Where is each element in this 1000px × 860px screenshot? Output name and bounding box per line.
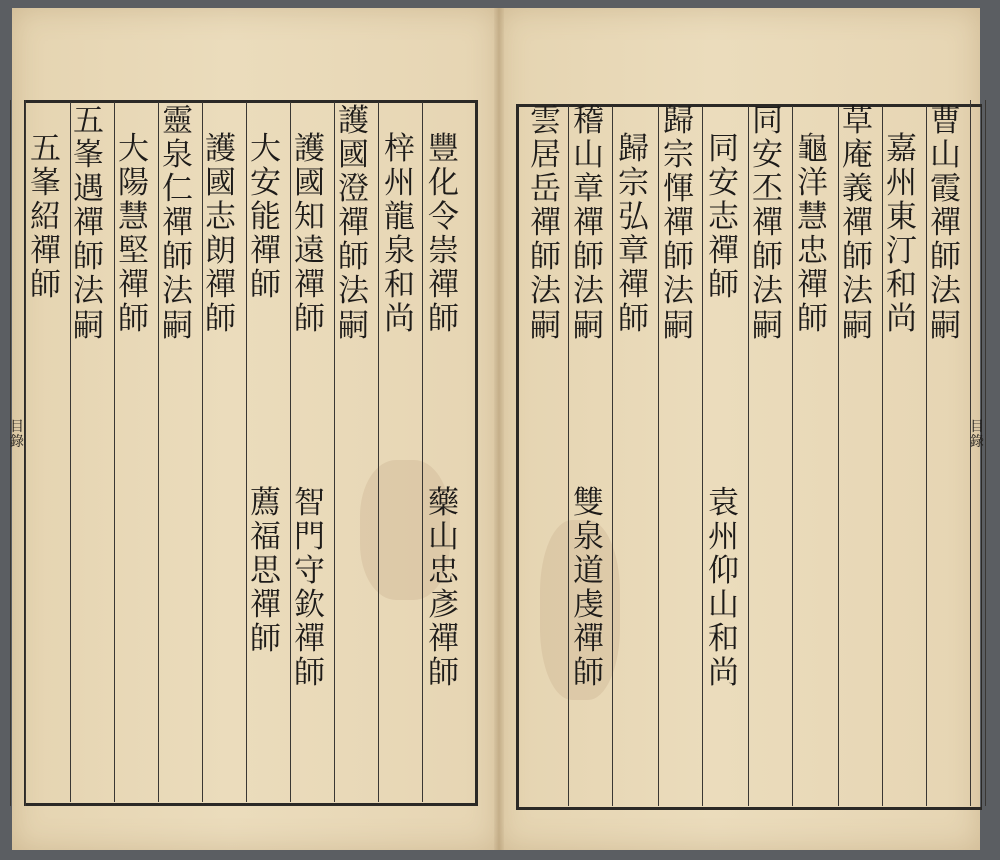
glyph: 法 (73, 273, 104, 310)
glyph: 知 (294, 199, 325, 236)
glyph: 泉 (384, 233, 415, 270)
glyph: 嗣 (530, 307, 561, 344)
glyph: 豐 (428, 131, 459, 167)
glyph: 禪 (428, 621, 459, 658)
glyph: 禪 (752, 205, 783, 242)
glyph: 和 (384, 267, 415, 304)
glyph: 禪 (573, 621, 604, 658)
glyph: 義 (842, 171, 873, 208)
glyph: 草 (842, 103, 873, 139)
glyph: 曹 (930, 103, 961, 139)
glyph: 梓 (384, 131, 415, 167)
glyph: 尚 (708, 655, 739, 692)
book-fold (494, 8, 504, 850)
glyph: 靈 (162, 103, 193, 139)
lower-entry-r1 (708, 486, 739, 691)
column-l10 (30, 132, 61, 302)
glyph: 國 (294, 165, 325, 202)
glyph: 虔 (573, 587, 604, 624)
column-r3 (842, 104, 873, 343)
glyph: 志 (708, 199, 739, 236)
glyph: 禪 (250, 587, 281, 624)
glyph: 禪 (573, 205, 604, 242)
glyph: 禪 (618, 267, 649, 304)
glyph: 師 (663, 239, 694, 276)
glyph: 和 (708, 621, 739, 658)
column-rule (290, 102, 291, 802)
glyph: 安 (250, 165, 281, 202)
glyph: 紹 (30, 199, 61, 236)
glyph: 思 (250, 553, 281, 590)
glyph: 袁 (708, 485, 739, 521)
column-r1 (930, 104, 961, 343)
glyph: 師 (573, 655, 604, 692)
glyph: 安 (752, 137, 783, 174)
glyph: 歸 (663, 103, 694, 139)
glyph: 師 (842, 239, 873, 276)
glyph: 嗣 (162, 307, 193, 344)
glyph: 朗 (205, 233, 236, 270)
column-r5 (752, 104, 783, 343)
glyph: 令 (428, 199, 459, 236)
glyph: 禪 (338, 205, 369, 242)
column-rule (114, 102, 115, 802)
glyph: 堅 (118, 233, 149, 270)
glyph: 禪 (930, 205, 961, 242)
glyph: 門 (294, 519, 325, 556)
column-rule (702, 106, 703, 806)
glyph: 峯 (73, 137, 104, 174)
glyph: 法 (663, 273, 694, 310)
glyph: 安 (708, 165, 739, 202)
glyph: 藥 (428, 485, 459, 521)
column-rule (378, 102, 379, 802)
glyph: 薦 (250, 485, 281, 521)
glyph: 州 (708, 519, 739, 556)
lower-entry-l1 (428, 486, 459, 691)
glyph: 雲 (530, 103, 561, 139)
glyph: 忠 (428, 553, 459, 590)
glyph: 峯 (30, 165, 61, 202)
glyph: 山 (930, 137, 961, 174)
glyph: 州 (384, 165, 415, 202)
glyph: 稽 (573, 103, 604, 139)
glyph: 彥 (428, 587, 459, 624)
glyph: 師 (618, 301, 649, 338)
column-l3 (338, 104, 369, 343)
glyph: 護 (338, 103, 369, 139)
glyph: 嗣 (338, 307, 369, 344)
glyph: 嗣 (842, 307, 873, 344)
glyph: 仁 (162, 171, 193, 208)
glyph: 國 (205, 165, 236, 202)
column-rule (748, 106, 749, 806)
glyph: 宗 (618, 165, 649, 202)
glyph: 泉 (573, 519, 604, 556)
glyph: 師 (797, 301, 828, 338)
glyph: 嗣 (73, 307, 104, 344)
glyph: 章 (618, 233, 649, 270)
column-l8 (118, 132, 149, 337)
glyph: 師 (294, 655, 325, 692)
glyph: 護 (205, 131, 236, 167)
glyph: 大 (250, 131, 281, 167)
glyph: 同 (752, 103, 783, 139)
glyph: 師 (250, 621, 281, 658)
glyph: 能 (250, 199, 281, 236)
glyph: 法 (930, 273, 961, 310)
glyph: 師 (573, 239, 604, 276)
glyph: 化 (428, 165, 459, 202)
glyph: 師 (118, 301, 149, 338)
glyph: 禪 (708, 233, 739, 270)
column-rule (334, 102, 335, 802)
glyph: 錄 (970, 434, 984, 451)
column-r2 (886, 132, 917, 337)
glyph: 山 (573, 137, 604, 174)
column-l1 (428, 132, 459, 337)
glyph: 禪 (797, 267, 828, 304)
column-rule (246, 102, 247, 802)
column-l6 (205, 132, 236, 337)
glyph: 師 (930, 239, 961, 276)
lower-entry-r2 (573, 486, 604, 691)
glyph: 汀 (886, 233, 917, 270)
glyph: 護 (294, 131, 325, 167)
glyph: 智 (294, 485, 325, 521)
glyph: 忠 (797, 233, 828, 270)
glyph: 慧 (797, 199, 828, 236)
column-rule (792, 106, 793, 806)
glyph: 五 (30, 131, 61, 167)
column-r6 (708, 132, 739, 302)
glyph: 嗣 (663, 307, 694, 344)
glyph: 洋 (797, 165, 828, 202)
column-rule (612, 106, 613, 806)
column-l2 (384, 132, 415, 337)
glyph: 五 (73, 103, 104, 139)
glyph: 山 (708, 587, 739, 624)
glyph: 大 (118, 131, 149, 167)
glyph: 居 (530, 137, 561, 174)
glyph: 章 (573, 171, 604, 208)
glyph: 山 (428, 519, 459, 556)
glyph: 禪 (428, 267, 459, 304)
left-edge-strip (10, 100, 26, 806)
glyph: 惲 (663, 171, 694, 208)
glyph: 宗 (663, 137, 694, 174)
glyph: 法 (573, 273, 604, 310)
glyph: 師 (205, 301, 236, 338)
glyph: 禪 (530, 205, 561, 242)
right-edge-label (970, 420, 984, 451)
glyph: 崇 (428, 233, 459, 270)
glyph: 嘉 (886, 131, 917, 167)
glyph: 禪 (842, 205, 873, 242)
glyph: 禪 (30, 233, 61, 270)
glyph: 禪 (294, 621, 325, 658)
glyph: 禪 (294, 267, 325, 304)
glyph: 禪 (250, 233, 281, 270)
glyph: 志 (205, 199, 236, 236)
left-edge-label (10, 420, 24, 451)
glyph: 庵 (842, 137, 873, 174)
column-r9 (573, 104, 604, 343)
glyph: 法 (752, 273, 783, 310)
glyph: 遠 (294, 233, 325, 270)
glyph: 禪 (205, 267, 236, 304)
column-rule (838, 106, 839, 806)
column-r10 (530, 104, 561, 343)
glyph: 師 (30, 267, 61, 304)
lower-entry-l2 (294, 486, 325, 691)
glyph: 欽 (294, 587, 325, 624)
glyph: 目 (970, 419, 984, 435)
glyph: 禪 (118, 267, 149, 304)
glyph: 師 (708, 267, 739, 304)
glyph: 錄 (10, 434, 24, 451)
column-rule (882, 106, 883, 806)
glyph: 師 (428, 301, 459, 338)
column-rule (158, 102, 159, 802)
glyph: 和 (886, 267, 917, 304)
glyph: 龜 (797, 131, 828, 167)
glyph: 尚 (384, 301, 415, 338)
glyph: 嗣 (752, 307, 783, 344)
glyph: 目 (10, 419, 24, 435)
glyph: 師 (428, 655, 459, 692)
glyph: 法 (162, 273, 193, 310)
glyph: 仰 (708, 553, 739, 590)
glyph: 遇 (73, 171, 104, 208)
glyph: 同 (708, 131, 739, 167)
right-edge-strip (970, 100, 986, 806)
glyph: 慧 (118, 199, 149, 236)
glyph: 師 (73, 239, 104, 276)
glyph: 陽 (118, 165, 149, 202)
glyph: 澄 (338, 171, 369, 208)
glyph: 東 (886, 199, 917, 236)
glyph: 龍 (384, 199, 415, 236)
glyph: 師 (338, 239, 369, 276)
column-rule (70, 102, 71, 802)
glyph: 福 (250, 519, 281, 556)
glyph: 歸 (618, 131, 649, 167)
glyph: 師 (530, 239, 561, 276)
lower-entry-l3 (250, 486, 281, 656)
column-l4 (294, 132, 325, 337)
column-r7 (663, 104, 694, 343)
glyph: 尚 (886, 301, 917, 338)
column-rule (568, 106, 569, 806)
glyph: 守 (294, 553, 325, 590)
glyph: 道 (573, 553, 604, 590)
column-l7 (162, 104, 193, 343)
glyph: 禪 (162, 205, 193, 242)
glyph: 師 (294, 301, 325, 338)
glyph: 法 (842, 273, 873, 310)
column-r4 (797, 132, 828, 337)
column-rule (202, 102, 203, 802)
glyph: 弘 (618, 199, 649, 236)
glyph: 師 (162, 239, 193, 276)
column-l5 (250, 132, 281, 302)
glyph: 霞 (930, 171, 961, 208)
glyph: 禪 (663, 205, 694, 242)
glyph: 嗣 (930, 307, 961, 344)
glyph: 師 (752, 239, 783, 276)
glyph: 法 (338, 273, 369, 310)
glyph: 禪 (73, 205, 104, 242)
glyph: 岳 (530, 171, 561, 208)
column-rule (422, 102, 423, 802)
glyph: 州 (886, 165, 917, 202)
glyph: 雙 (573, 485, 604, 521)
column-r8 (618, 132, 649, 337)
glyph: 嗣 (573, 307, 604, 344)
glyph: 丕 (752, 171, 783, 208)
glyph: 泉 (162, 137, 193, 174)
glyph: 師 (250, 267, 281, 304)
glyph: 法 (530, 273, 561, 310)
glyph: 國 (338, 137, 369, 174)
column-rule (926, 106, 927, 806)
column-l9 (73, 104, 104, 343)
column-rule (658, 106, 659, 806)
